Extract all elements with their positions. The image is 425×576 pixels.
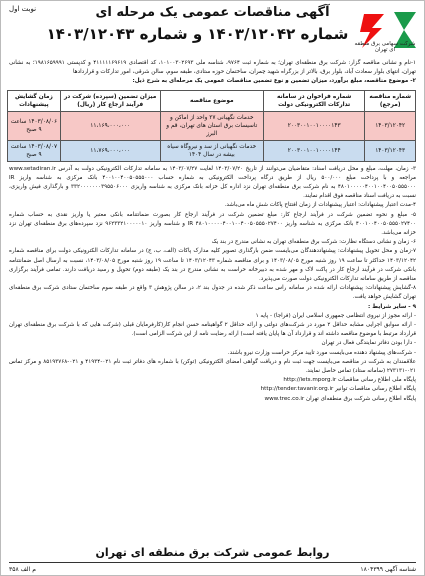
clause-3: ۳- زمان، مهلت، مبلغ و محل دریافت اسناد: متقاضیان می‌توانند از تاریخ ۱۴۰۳/۰۷/۲۰ لغایت ۱۴۰۳/۰۷/۲۷ به سامانه تدارکات الکترونیکی دولت به آدرس www.setadiran.ir مراجعه و با پرداخت مبلغ ۵۰۰/۰۰۰ ریال از طریق درگاه پرداخت الکترونیکی به شماره حساب ۴۰۰۱۰۰۴۰۰۵۰۵۵۵۰۰۰ بانک مرکزی به شناسه واریز IR ۴۸۰۱۰۰۰۰۰۴۰۰۱۰۰۴۰۰۵۰۵۵۵۰۰۰ به نام شرکت برق منطقه‌ای تهران نزد اداره کل خزانه بانک مرکزی به شناسه واریزی ۳۳۲۰۰۰۰۰۰۰۳۹۵۵۰۶۰۰۰ و بارگذاری فیش واریزی، نسبت به دریافت اسناد مناقصه فوق اقدام نمایند. — [9, 165, 417, 200]
col-guarantee: میزان تضمین (سپرده) شرکت در فرآیند ارجاع کار (ریال) — [60, 90, 160, 111]
footer-divider — [9, 562, 416, 563]
round-label: نوبت اول — [9, 5, 37, 13]
page-title: آگهی مناقصات عمومی یک مرحله ای — [95, 5, 330, 20]
clause-6: ۶- زمان و نشانی دستگاه نظارت: شرکت برق منطقه‌ای تهران به نشانی مندرج در بند یک — [211, 239, 416, 246]
clause-9c: - دارا بودن دفاتر نمایندگی فعال در تهران — [321, 340, 416, 347]
cell-opening: ۱۴۰۳/۰۸/۰۶ ساعت ۹ صبح — [8, 111, 61, 140]
clause-9d: - شرکت‌های پیشنهاد دهنده می‌بایست مورد تایید مرکز حراست وزارت نیرو باشند. — [227, 349, 416, 356]
header — [1, 1, 424, 59]
col-subject: موضوع مناقصه — [160, 90, 263, 111]
clause-1: ۱-نام و نشانی مناقصه گزار: شرکت برق منطقه‌ای تهران؛ به شماره ثبت ۹۷۶۴، شناسه ملی ۱۰۱۰۰۳۰۲۶۹۳، کد اقتصادی ۴۱۱۱۱۱۶۹۶۱۹ و کدپستی ۱۹۸۱۶۵۹۹۹۱؛ به نشانی تهران، انتهای بلوار سعادت آباد، بلوار برق، بالاتر از بزرگراه شهید چمران، ساختمان حوزه ستادی، طبقه سوم، سالن شرقی، امور تدارکات و قراردادها — [9, 60, 416, 76]
clause-7: ۷-زمان و محل تحویل پیشنهادات: پیشنهاددهندگان می‌بایست ضمن بارگذاری تصویر کلیه مدارک پاکات (الف، ب، ج) در سامانه تدارکات الکترونیکی دولت برای مناقصه شماره ۱۴۰۳/۱۲۰۴۲ حداکثر تا ساعت ۱۹ روز شنبه مورخ ۱۴۰۳/۰۸/۰۵ و برای مناقصه شماره ۱۴۰۳/۱۲۰۴۳ تا ساعت ۱۹ روز شنبه مورخ ۱۴۰۳/۰۸/۰۵، نسبت به ارسال اصل ضمانتنامه بانکی شرکت در فرآیند ارجاع کار در پاکت لاک و مهر شده به دبیرخانه حراست به نشانی مندرج در بند یک (طبقه دوم) تحویل و رسید دریافت دارند. تمامی فرآیند برگزاری مناقصه از طریق سامانه تدارکات الکترونیکی دولت صورت می‌پذیرد. — [9, 248, 416, 283]
cell-ref: ۱۴۰۳/۱۲۰۴۲ — [365, 111, 416, 140]
clause-9: ۹ - سایر شرایط : — [368, 303, 416, 310]
tenders-table — [7, 90, 416, 162]
portal-trec-link[interactable]: پایگاه اطلاع رسانی شرکت برق منطقه‌ای تهران www.trec.co.ir — [264, 395, 416, 402]
clause-5: ۵- مبلغ و نحوه تضمین شرکت در فرآیند ارجاع کار: مبلغ تضمین شرکت در فرآیند ارجاع کار بصورت ضمانتنامه بانکی معتبر یا واریز نقدی به حساب شماره ۴۰۰۱۰۰۴۰۰۵۰۵۵۵۰۲۷۴۰۰ بانک مرکزی به شناسه واریز IR ۴۸۰۱۰۰۰۰۰۴۰۰۱۰۰۴۰۰۵۰۵۵۵۰۲۷۴۰۰ و شناسه واریز ۹۶۲۳۳۲۱۰۰۰۰۰۱۰ نزد سپرده‌های برق منطقه‌ای تهران نزد خزانه می‌باشد. — [9, 211, 416, 237]
cell-setad: ۲۰۰۳۰۰۱۰۰۱۰۰۰۰۱۴۳ — [263, 111, 364, 140]
footer-org: روابط عمومی شرکت برق منطقه ای تهران — [95, 546, 330, 559]
table-row — [8, 140, 416, 161]
logo-caption: شرکت سهامی برق منطقه ای تهران — [354, 41, 416, 53]
cell-ref: ۱۴۰۳/۱۲۰۴۳ — [365, 140, 416, 161]
col-opening: زمان گشایش پیشنهادات — [8, 90, 61, 111]
clause-9b: - ارائه سوابق اجرایی مشابه حداقل ۲ مورد در شرکت‌های دولتی و ارائه حداقل ۲ گواهینامه حسن انجام کار(کارفرمایان قبلی (شرکت هایی که با شرکت برق منطقه‌ای تهران قرارداد مرتبط با موضوع مناقصه داشته اند و قرارداد آن ها پایان یافته است) ارائه رضایت نامه از این شرکت الزامی است). — [9, 322, 417, 338]
announcement-body — [1, 59, 424, 87]
portal-iets-link[interactable]: پایگاه ملی اطلاع رسانی مناقصات http://iets.mporg.ir — [283, 377, 416, 384]
cell-subject: خدمات نگهبانی ۲۷ واحد از اماکن و تاسیسات برق استان های تهران، قم و البرز — [160, 111, 263, 140]
col-setad: شماره فراخوان در سامانه تدارکات الکترونیکی دولت — [263, 90, 364, 111]
announcement-body-cont — [1, 165, 424, 404]
clause-8: ۸-گشایش پیشنهادات: پیشنهادات ارائه شده در سامانه راس ساعت ذکر شده در جدول بند ۲، در سالن پژوهش ۳ واقع در طبقه سوم ساختمان ستادی شرکت برق منطقه‌ای تهران گشایش خواهد یافت. — [9, 285, 416, 301]
clause-9e: علاقمندان به شرکت در مناقصه می‌بایست جهت ثبت نام و دریافت گواهی امضای الکترونیکی (توکن) با شماره های دفاتر ثبت نام ۰۲۱-۴۱۹۳۴ و ۰۲۱-۸۵۱۹۳۷۶۸ و مرکز تماس ۰۲۱-۲۷۳۱۳۱ (سامانه ستاد) تماس حاصل نمایند. — [9, 358, 416, 375]
table-row — [8, 111, 416, 140]
clause-9a: - ارائه مجوز از نیروی انتظامی جمهوری اسلامی ایران (فراجا) - پایه ۱ — [255, 312, 416, 319]
ad-id: شناسه آگهی ۱۸۰۴۳۹۹ — [360, 566, 416, 573]
clause-2: ۲- موضوع مناقصه، مبلغ برآورد، میزان تضمین و نوع تضمین مناقصات عمومی یک مرحله‌ای به شرح ذیل: — [132, 78, 416, 85]
cell-guarantee: ۱۱،۱۶۹،۰۰۰،۰۰۰ — [60, 111, 160, 140]
table-header-row — [8, 90, 416, 111]
ad-code: م الف ۳۵۸ — [9, 566, 36, 573]
cell-subject: خدمات نگهبانی از سد و نیروگاه سیاه بیشه در سال ۱۴۰۴ — [160, 140, 263, 161]
cell-opening: ۱۴۰۳/۰۸/۰۷ ساعت ۹ صبح — [8, 140, 61, 161]
col-ref: شماره مناقصه (مرجع) — [365, 90, 416, 111]
portal-tavanir-link[interactable]: پایگاه اطلاع رسانی مناقصات توانیر http://tender.tavanir.org.ir — [260, 386, 416, 393]
cell-guarantee: ۱۱،۷۶۹،۰۰۰،۰۰۰ — [60, 140, 160, 161]
clause-4: ۴-مدت اعتبار پیشنهادات: اعتبار پیشنهادات از زمان افتتاح پاکات شش ماه می‌باشد. — [224, 202, 416, 209]
tender-numbers: شماره ۱۴۰۳/۱۲۰۴۲ و شماره ۱۴۰۳/۱۲۰۴۳ — [46, 25, 349, 43]
cell-setad: ۲۰۰۳۰۰۱۰۰۱۰۰۰۰۱۴۴ — [263, 140, 364, 161]
